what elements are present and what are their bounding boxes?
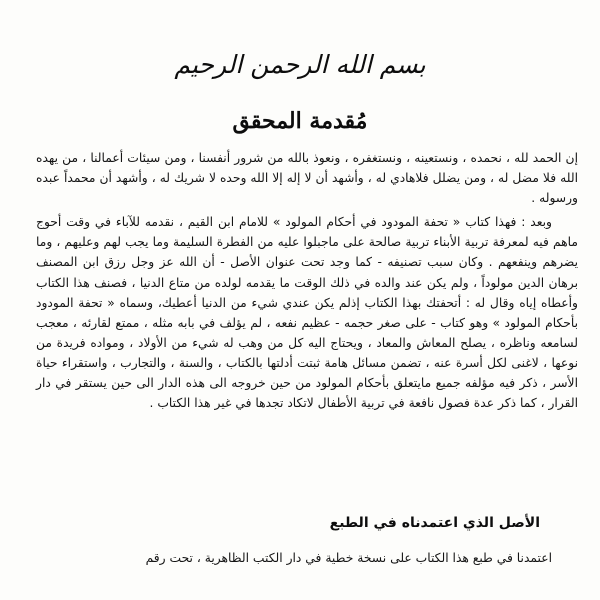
basmala-header: بسم الله الرحمن الرحيم (174, 50, 426, 79)
section-title: الأصل الذي اعتمدناه في الطبع (329, 515, 540, 531)
page-title: مُقدمة المحقق (232, 108, 368, 134)
paragraph-opening: إن الحمد لله ، نحمده ، ونستعينه ، ونستغفره ، ونعوذ بالله من شرور أنفسنا ، ومن سيئات أعمالنا ، من يهده الله فلا مضل له ، ومن يضلل فلاهادي له ، وأشهد أن لا إله إلا الله وحده لا شريك له ، وأشهد أن محمداً عبده ورسوله . (36, 151, 578, 206)
paragraph-source: اعتمدنا في طبع هذا الكتاب على نسخة خطية في دار الكتب الظاهرية ، تحت رقم (145, 551, 552, 565)
body-text (36, 148, 578, 413)
paragraph-main: وبعد : فهذا كتاب « تحفة المودود في أحكام المولود » للامام ابن القيم ، نقدمه للآباء في وقت أحوج ماهم فيه لمعرفة تربية الأبناء تربية صالحة على ماجبلوا عليه من الفطرة السليمة وما يجب لهم وعليهم ، وما يضرهم وينفعهم . وكان سبب تصنيفه - كما وجد تحت عنوان الأصل - أن الله عز وجل رزق ابن المصنف برهان الدين مولوداً ، ولم يكن عند والده في ذلك الوقت ما يقدمه لولده من متاع الدنيا ، فصنف هذا الكتاب وأعطاه إياه وقال له : أتحفتك بهذا الكتاب إذلم يكن عندي شيء من الدنيا أعطيك، وسماه « تحفة المودود بأحكام المولود » وهو كتاب - على صغر حجمه - عظيم نفعه ، لم يؤلف في بابه مثله ، ممتع لقارئه ، معجب لسامعه وناظره ، يصلح المعاش والمعاد ، ويحتاج اليه كل من وهب له شيء من الأولاد ، ومواده فريدة من نوعها ، لاغنى لكل أسرة عنه ، تضمن مسائل هامة ثبتت أدلتها بالكتاب ، والسنة ، والتجارب ، واستقراء حياة الأسر ، ذكر فيه مؤلفه جميع مايتعلق بأحكام المولود من حين خروجه الى هذه الدار الى حين يستقر في دار القرار ، كما ذكر عدة فصول نافعة في تربية الأطفال لاتكاد تجدها في غير هذا الكتاب . (36, 215, 578, 411)
